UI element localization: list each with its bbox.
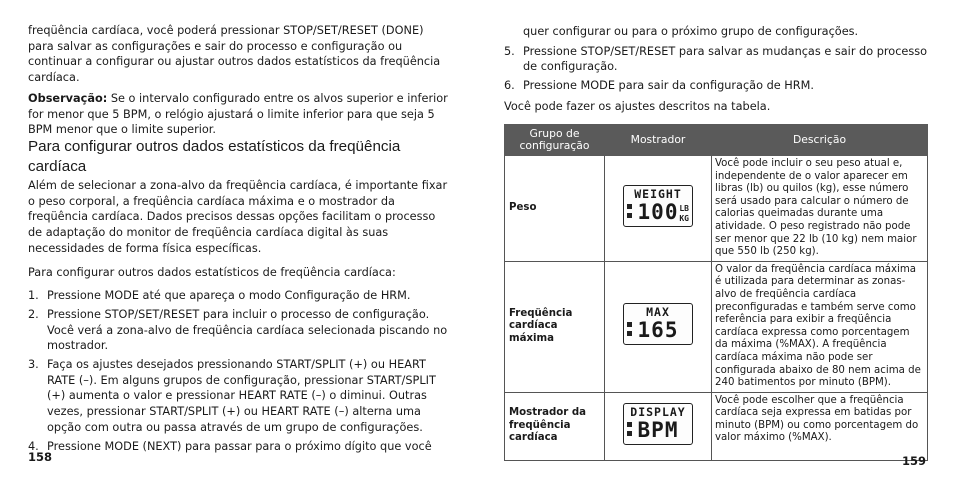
note-paragraph: [28, 91, 448, 138]
lcd-label: WEIGHT: [634, 187, 682, 202]
paragraph-continued: freqüência cardíaca, você poderá pressionar STOP/SET/RESET (DONE) para salvar as configurações e sair do processo e configuração ou continuar a configurar ou ajustar outros dados estatísticos da freqüência cardíaca.: [28, 24, 441, 85]
list-item: [504, 78, 928, 94]
lcd-unit: KG: [679, 214, 689, 224]
step-text: Pressione MODE até que apareça o modo Configuração de HRM.: [47, 289, 411, 303]
note-label: Observação:: [28, 91, 108, 105]
lcd-value: BPM: [637, 417, 679, 442]
step-text: Pressione MODE para sair da configuração de HRM.: [523, 79, 814, 93]
table-row: [505, 261, 928, 392]
list-item: [28, 439, 448, 455]
step-number: 5.: [504, 44, 515, 58]
lcd-value: 100: [637, 200, 679, 225]
cell-description: O valor da freqüência cardíaca máxima é utilizada para determinar as zonas-alvo de freqüência cardíaca preconfiguradas e também serve como referência para exibir a freqüência cardíaca expressa como porcentagem da máxima (%MAX). A freqüência cardíaca máxima não pode ser configurada abaixo de 80 nem acima de 240 batimentos por minuto (BPM).: [712, 261, 928, 392]
left-body: [28, 178, 448, 454]
cell-display: [605, 156, 712, 262]
table-row: [505, 392, 928, 460]
steps-list-right: [504, 44, 928, 94]
cell-group: Freqüência cardíaca máxima: [505, 261, 605, 392]
list-item: [28, 288, 448, 304]
steps-intro: Para configurar outros dados estatísticos de freqüência cardíaca:: [28, 265, 396, 279]
table-header-row: [505, 125, 928, 156]
step-text: Faça os ajustes desejados pressionando START/SPLIT (+) ou HEART RATE (–). Em alguns grupos de configuração, pressionar START/SPLIT (+) aumenta o valor e pressionar HEART RATE (–) o diminui. Outras vezes, pressionar START/SPLIT (+) ou HEART RATE (–) alterna uma opção com outra ou passa através de um grupo de configurações.: [47, 358, 436, 434]
step-number: 6.: [504, 79, 515, 93]
lcd-label: MAX: [646, 305, 670, 320]
step-text: Pressione MODE (NEXT) para passar para o próximo dígito que você: [47, 439, 432, 453]
settings-table: [504, 124, 928, 461]
list-item: [504, 44, 928, 75]
cell-group: Mostrador da freqüência cardíaca: [505, 392, 605, 460]
cell-group: Peso: [505, 156, 605, 262]
cell-display: [605, 392, 712, 460]
step-number: 3.: [28, 358, 39, 372]
table-intro: Você pode fazer os ajustes descritos na tabela.: [504, 99, 771, 113]
lcd-weight-icon: [623, 185, 693, 227]
left-page: [28, 23, 448, 138]
list-item: [28, 357, 448, 436]
header-group: Grupo de configuração: [505, 125, 605, 156]
cell-description: Você pode incluir o seu peso atual e, independente de o valor aparecer em libras (lb) ou quilos (kg), esse número será usado para calcular o número de calorias queimadas durante uma atividade. O peso registrado não pode ser menor que 22 lb (10 kg) nem maior que 550 lb (250 kg).: [712, 156, 928, 262]
cell-description: Você pode escolher que a freqüência cardíaca seja expressa em batidas por minuto (BPM) ou como porcentagem do valor máximo (%MAX).: [712, 392, 928, 460]
step-text: Pressione STOP/SET/RESET para salvar as mudanças e sair do processo de configuração.: [523, 44, 928, 74]
lcd-label: DISPLAY: [630, 404, 686, 419]
header-display: Mostrador: [605, 125, 712, 156]
step-number: 1.: [28, 289, 39, 303]
step-continued: quer configurar ou para o próximo grupo de configurações.: [523, 25, 859, 38]
section-title: Para configurar outros dados estatísticos da freqüência cardíaca: [28, 138, 401, 175]
page-number-right: 159: [902, 454, 927, 468]
note-text: Se o intervalo configurado entre os alvos superior e inferior for menor que 5 BPM, o relógio ajustará o limite inferior para que seja 5 BPM menor que o limite superior.: [28, 91, 448, 137]
cell-display: [605, 261, 712, 392]
lcd-value: 165: [637, 318, 679, 343]
table-row: [505, 156, 928, 262]
header-description: Descrição: [712, 125, 928, 156]
lcd-display-icon: [623, 403, 693, 445]
intro-paragraph: Além de selecionar a zona-alvo da freqüência cardíaca, é importante fixar o peso corporal, a freqüência cardíaca máxima e o mostrador da freqüência cardíaca. Dados precisos dessas opções facilitam o processo de adaptação do monitor de freqüência cardíaca digital às suas necessidades de forma física específicas.: [28, 179, 448, 255]
lcd-unit: LB: [679, 204, 689, 214]
lcd-max-icon: [623, 303, 693, 345]
steps-list: [28, 288, 448, 454]
list-item: [28, 307, 448, 354]
step-text: Pressione STOP/SET/RESET para incluir o processo de configuração. Você verá a zona-alvo de freqüência cardíaca selecionada piscando no mostrador.: [47, 307, 448, 353]
step-number: 2.: [28, 307, 39, 321]
right-page: [504, 24, 928, 115]
page-number-left: 158: [28, 450, 53, 464]
step-number: 4.: [28, 439, 39, 453]
